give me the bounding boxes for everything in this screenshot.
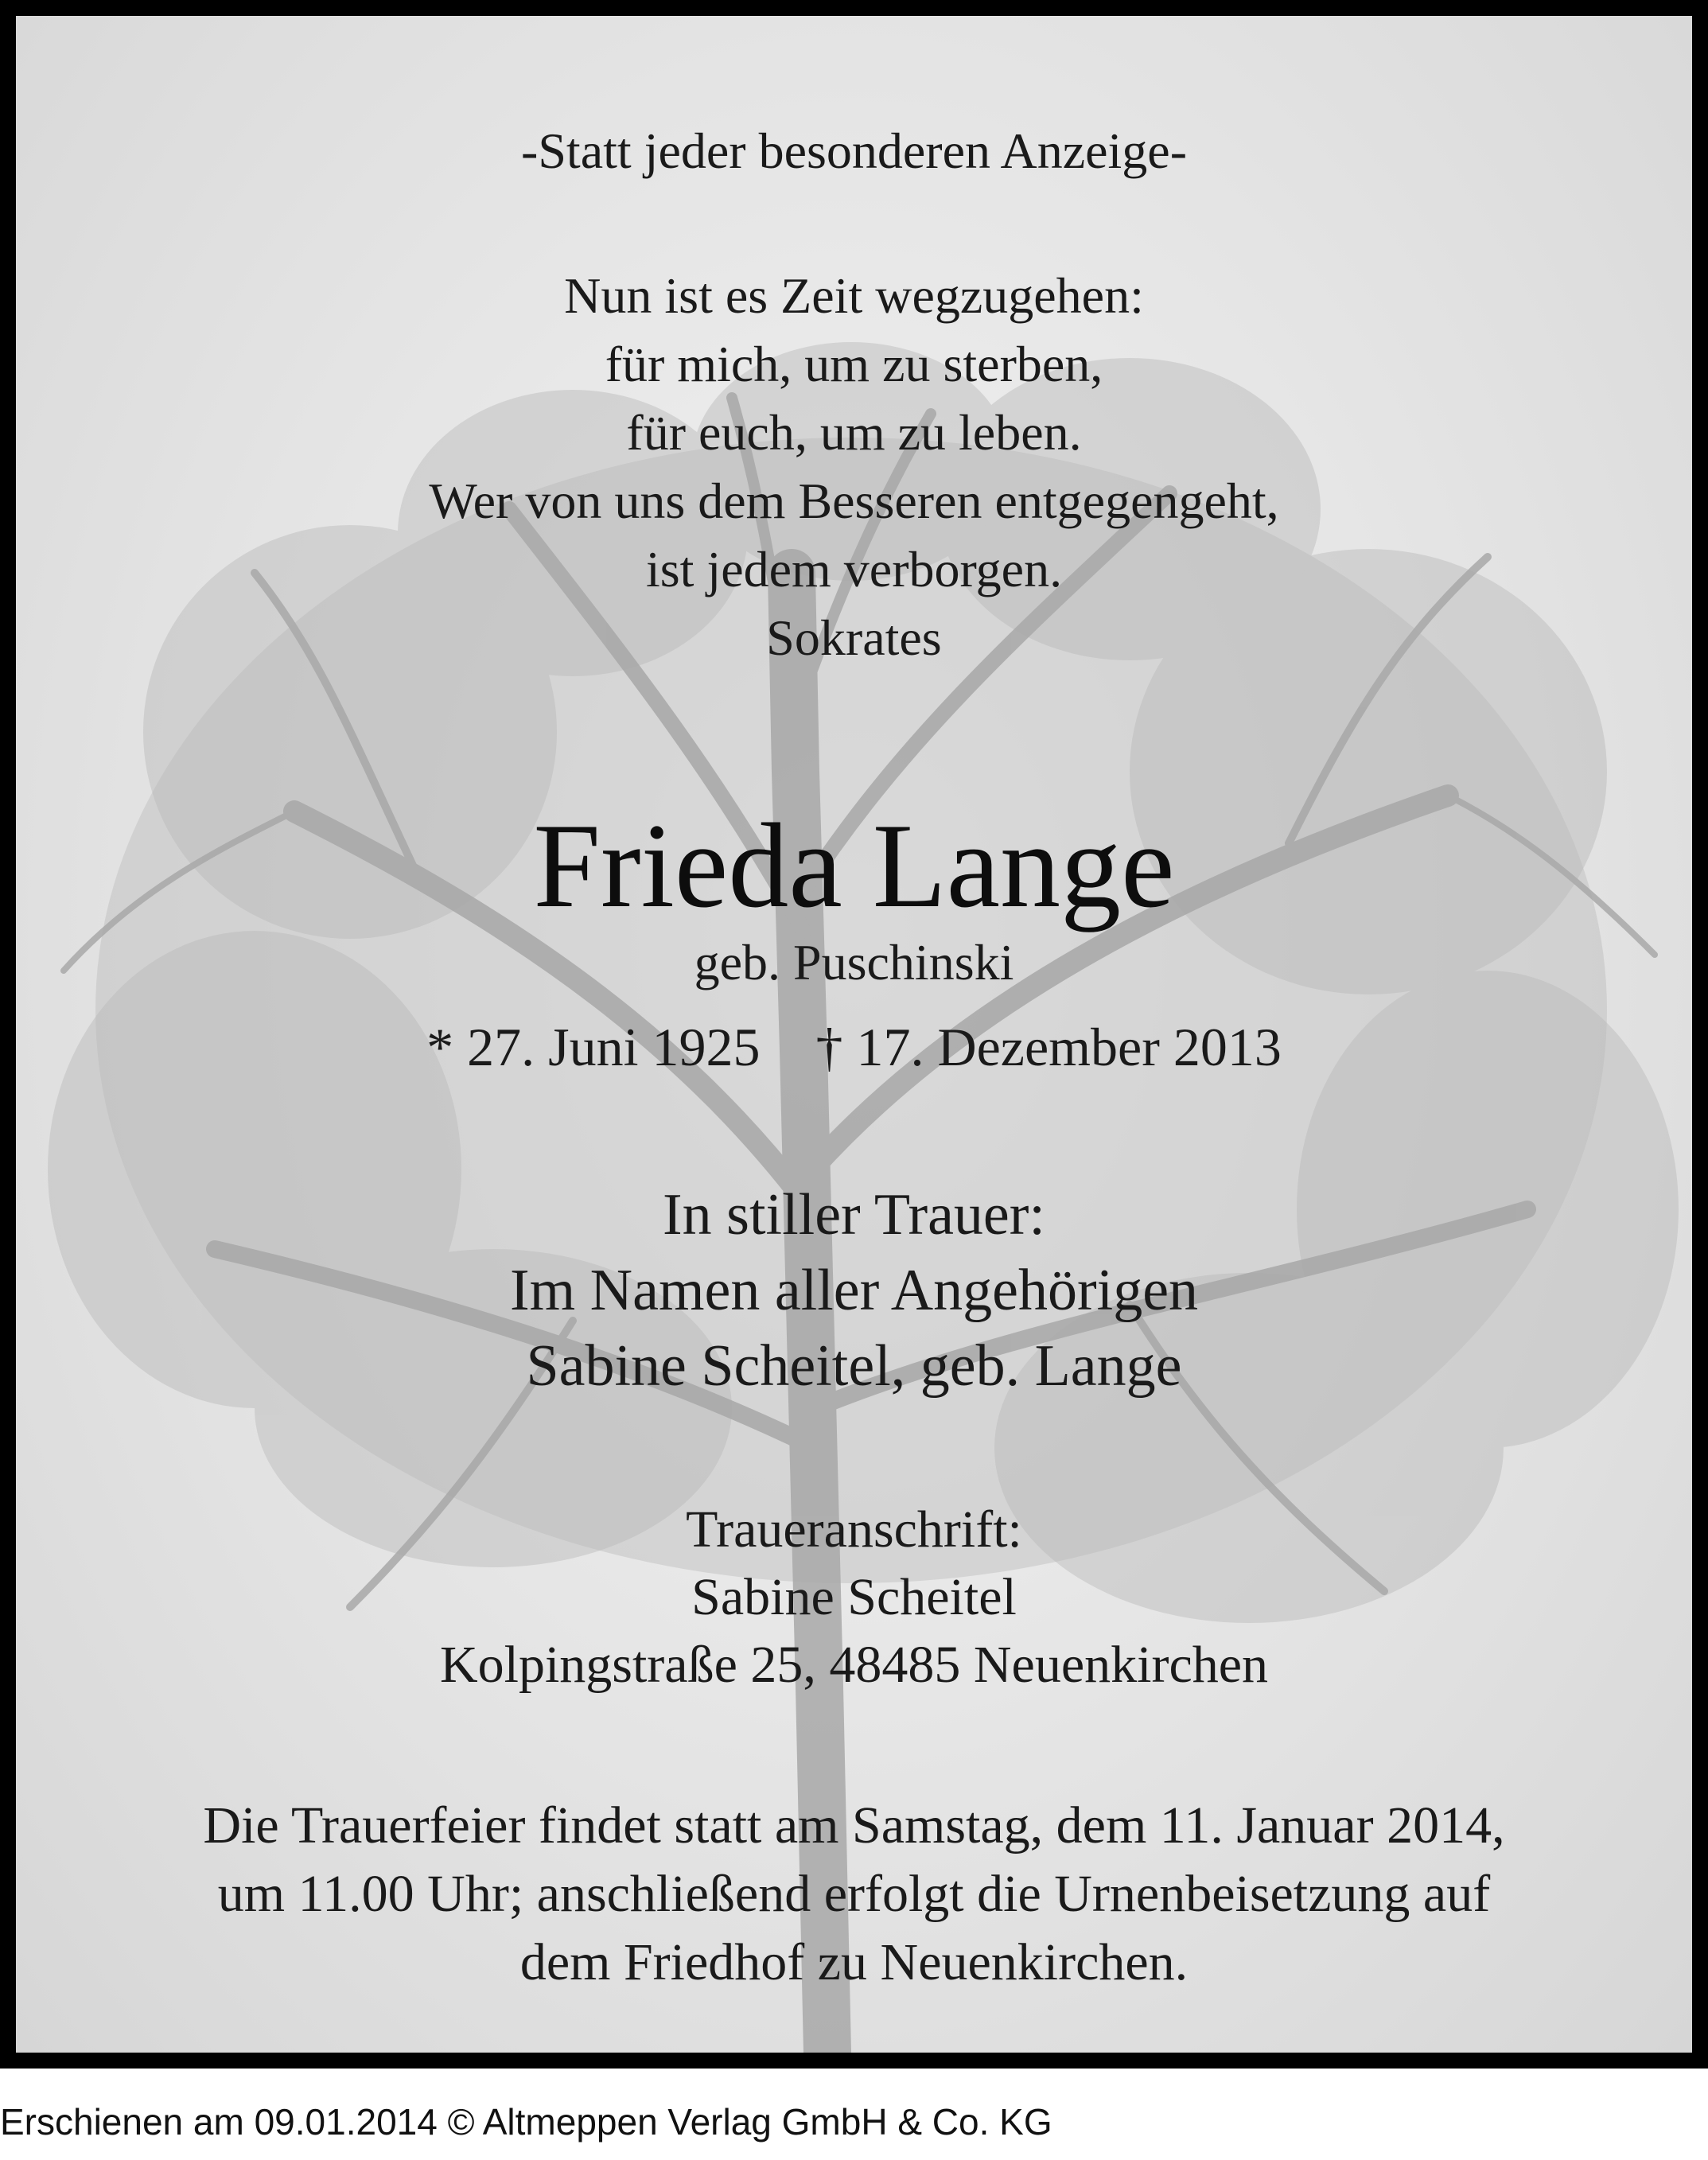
notice-header: -Statt jeder besonderen Anzeige- xyxy=(521,123,1187,179)
address-line: Traueranschrift: xyxy=(686,1500,1022,1559)
notice-text xyxy=(16,16,1692,2053)
poem-line: für mich, um zu sterben, xyxy=(605,336,1103,392)
mourners-line: Im Namen aller Angehörigen xyxy=(509,1258,1199,1323)
deceased-name: Frieda Lange xyxy=(533,799,1175,932)
address-line: Sabine Scheitel xyxy=(691,1568,1017,1626)
address-line: Kolpingstraße 25, 48485 Neuenkirchen xyxy=(439,1636,1269,1694)
life-dates xyxy=(16,1017,1692,1077)
maiden-name: geb. Puschinski xyxy=(694,934,1014,990)
death-date: † 17. Dezember 2013 xyxy=(815,1017,1282,1077)
poem-author: Sokrates xyxy=(766,609,942,666)
mourners-line: In stiller Trauer: xyxy=(663,1182,1045,1247)
poem-line: Nun ist es Zeit wegzugehen: xyxy=(564,267,1144,324)
birth-date: * 27. Juni 1925 xyxy=(426,1017,761,1077)
service-line: Die Trauerfeier findet statt am Samstag, dem 11. Januar 2014, xyxy=(203,1796,1505,1854)
poem-line: für euch, um zu leben. xyxy=(626,404,1082,461)
service-line: dem Friedhof zu Neuenkirchen. xyxy=(519,1933,1189,1991)
poem-line: ist jedem verborgen. xyxy=(645,541,1063,597)
poem-line: Wer von uns dem Besseren entgegengeht, xyxy=(429,473,1279,529)
mourners-line: Sabine Scheitel, geb. Lange xyxy=(526,1333,1182,1399)
service-line: um 11.00 Uhr; anschließend erfolgt die Urnenbeisetzung auf xyxy=(217,1865,1491,1923)
publication-footer: Erschienen am 09.01.2014 © Altmeppen Verlag GmbH & Co. KG xyxy=(0,2101,1052,2142)
